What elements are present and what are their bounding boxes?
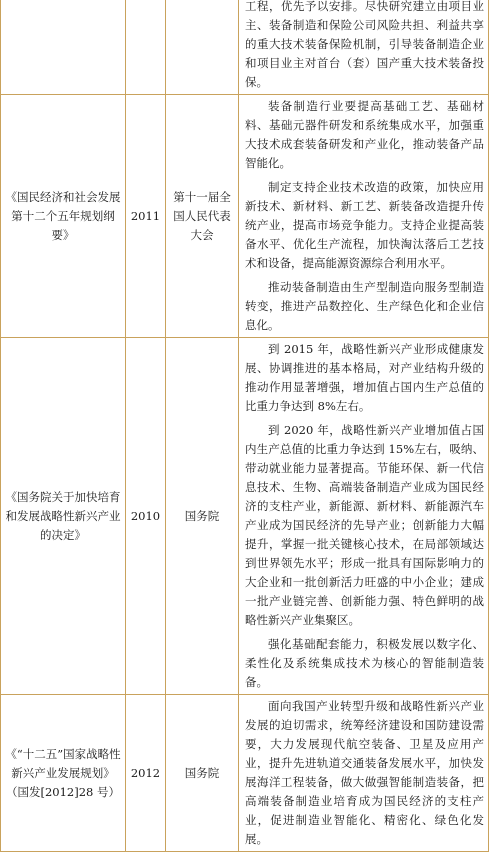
content-cell xyxy=(239,338,489,695)
issuer-cell: 第十一届全国人民代表大会 xyxy=(166,95,239,338)
policy-name-cell: 《国务院关于加快培育和发展战略性新兴产业的决定》 xyxy=(1,338,126,695)
year-cell: 2011 xyxy=(126,95,166,338)
table-row xyxy=(1,695,489,852)
policy-name-cell xyxy=(1,0,126,95)
content-paragraph: 面向我国产业转型升级和战略性新兴产业发展的迫切需求，统筹经济建设和国防建设需要，大力发展现代航空装备、卫星及应用产业，提升先进轨道交通装备发展水平，加快发展海洋工程装备，做大做强智能制造装备，把高端装备制造业培育成为国民经济的支柱产业，促进制造业智能化、精密化、绿色化发展。 xyxy=(245,699,484,846)
content-paragraph: 工程，优先予以安排。尽快研究建立由项目业主、装备制造和保险公司风险共担、利益共享的重大技术装备保险机制，引导装备制造企业和项目业主对首台（套）国产重大技术装备投保。 xyxy=(245,0,484,89)
content-cell xyxy=(239,695,489,852)
policy-name-cell: 《国民经济和社会发展第十二个五年规划纲要》 xyxy=(1,95,126,338)
policy-name-cell: 《“十二五”国家战略性新兴产业发展规划》（国发[2012]28 号） xyxy=(1,695,126,852)
table-row xyxy=(1,338,489,695)
issuer-cell: 国务院 xyxy=(166,338,239,695)
year-cell: 2012 xyxy=(126,695,166,852)
year-cell: 2010 xyxy=(126,338,166,695)
year-cell xyxy=(126,0,166,95)
content-paragraph: 装备制造行业要提高基础工艺、基础材料、基础元器件研发和系统集成水平，加强重大技术成套装备研发和产业化，推动装备产品智能化。 xyxy=(245,99,484,170)
table-row xyxy=(1,95,489,338)
issuer-cell: 国务院 xyxy=(166,695,239,852)
content-paragraph: 到 2015 年，战略性新兴产业形成健康发展、协调推进的基本格局，对产业结构升级的推动作用显著增强，增加值占国内生产总值的比重力争达到 8%左右。 xyxy=(245,342,484,413)
table-row xyxy=(1,0,489,95)
issuer-cell xyxy=(166,0,239,95)
content-paragraph: 到 2020 年，战略性新兴产业增加值占国内生产总值的比重力争达到 15%左右，吸纳、带动就业能力显著提高。节能环保、新一代信息技术、生物、高端装备制造产业成为国民经济的支柱产业，新能源、新材料、新能源汽车产业成为国民经济的先导产业；创新能力大幅提升，掌握一批关键核心技术，在局部领域达到世界领先水平；形成一批具有国际影响力的大企业和一批创新活力旺盛的中小企业；建成一批产业链完善、创新能力强、特色鲜明的战略性新兴产业集聚区。 xyxy=(245,423,484,627)
content-cell xyxy=(239,0,489,95)
content-paragraph: 推动装备制造由生产型制造向服务型制造转变，推进产品数控化、生产绿色化和企业信息化。 xyxy=(245,280,484,332)
content-cell xyxy=(239,95,489,338)
content-paragraph: 制定支持企业技术改造的政策，加快应用新技术、新材料、新工艺、新装备改造提升传统产业，提高市场竞争能力。支持企业提高装备水平、优化生产流程，加快淘汰落后工艺技术和设备，提高能源资源综合利用水平。 xyxy=(245,180,484,270)
content-paragraph: 强化基础配套能力，积极发展以数字化、柔性化及系统集成技术为核心的智能制造装备。 xyxy=(245,637,484,689)
